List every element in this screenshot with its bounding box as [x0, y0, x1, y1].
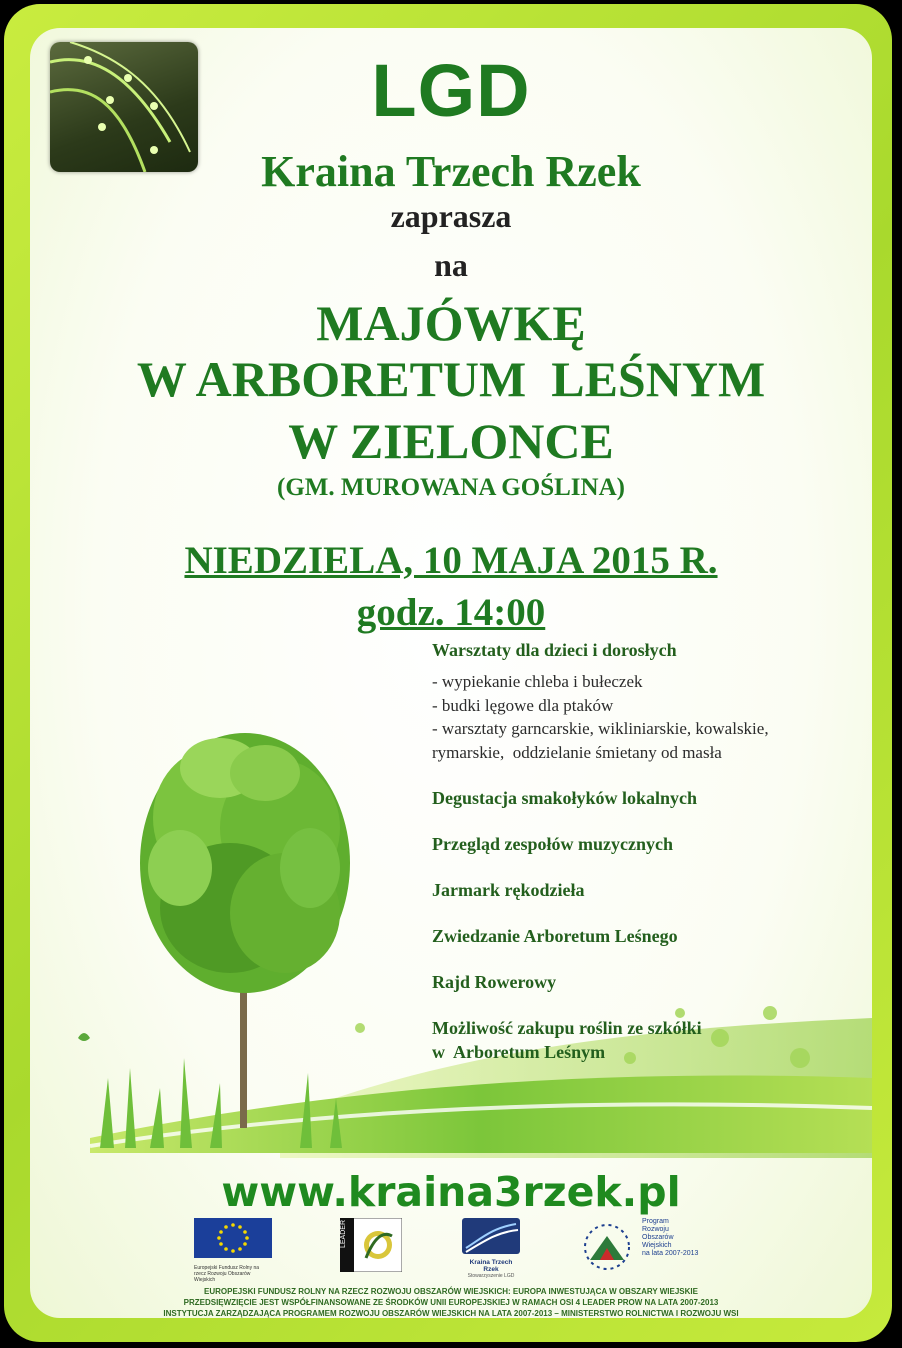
footer-line: PRZEDSIĘWZIĘCIE JEST WSPÓŁFINANSOWANE ZE ŚRODKÓW UNII EUROPEJSKIEJ W RAMACH OSI 4 LEADER PROW NA LATA 2007-2013: [183, 1298, 719, 1307]
prow-line: Obszarów: [642, 1234, 674, 1241]
program-item: Jarmark rękodzieła: [432, 880, 585, 900]
program-item: Degustacja smakołyków lokalnych: [432, 788, 698, 808]
event-time: godz. 14:00: [356, 591, 546, 634]
prow-icon: [576, 1222, 638, 1272]
list-item: - budki lęgowe dla ptaków: [432, 695, 614, 715]
list-item: rymarskie, oddzielanie śmietany od masła: [432, 742, 722, 762]
prow-line: Wiejskich: [642, 1242, 672, 1249]
program-list: [432, 638, 832, 1064]
organization-name: Kraina Trzech Rzek: [261, 147, 641, 196]
eu-flag-logo: [194, 1218, 272, 1283]
list-item: - warsztaty garncarskie, wikliniarskie, kowalskie,: [432, 719, 769, 738]
prow-line: Program: [642, 1218, 669, 1225]
program-item: Rajd Rowerowy: [432, 972, 557, 992]
invites-text: zaprasza: [390, 198, 512, 234]
ktr-icon: [462, 1218, 520, 1254]
plants-line1: Możliwość zakupu roślin ze szkółki: [432, 1018, 702, 1038]
program-item: Zwiedzanie Arboretum Leśnego: [432, 926, 678, 946]
program-item: Przegląd zespołów muzycznych: [432, 834, 673, 854]
event-date: NIEDZIELA, 10 MAJA 2015 R.: [184, 539, 718, 582]
sponsor-logos: [190, 1218, 730, 1283]
leader-text: LEADER: [340, 1220, 347, 1249]
list-item: - wypiekanie chleba i bułeczek: [432, 672, 643, 691]
eu-flag-icon: [194, 1218, 272, 1258]
ktr-name: Kraina Trzech Rzek: [469, 1259, 513, 1273]
on-text: na: [434, 247, 468, 283]
eu-caption: Europejski Fundusz Rolny na rzecz Rozwoju Obszarów Wiejskich: [194, 1265, 260, 1283]
footer-line: INSTYTUCJA ZARZĄDZAJĄCA PROGRAMEM ROZWOJU OBSZARÓW WIEJSKICH NA LATA 2007-2013 – MINISTERSTWO ROLNICTWA I ROZWOJU WSI: [163, 1309, 739, 1318]
lgd-title: LGD: [371, 49, 531, 132]
website-link[interactable]: www.kraina3rzek.pl: [221, 1168, 681, 1216]
ktr-logo: [462, 1218, 520, 1279]
plants-line2: w Arboretum Leśnym: [432, 1042, 606, 1062]
event-title-line1: MAJÓWKĘ: [316, 295, 586, 351]
event-commune: (GM. MUROWANA GOŚLINA): [277, 474, 625, 501]
footer-line: EUROPEJSKI FUNDUSZ ROLNY NA RZECZ ROZWOJU OBSZARÓW WIEJSKICH: EUROPA INWESTUJĄCA W OBSZARY WIEJSKIE: [204, 1287, 698, 1296]
leader-logo: [340, 1218, 402, 1274]
workshops-heading: Warsztaty dla dzieci i dorosłych: [432, 640, 677, 660]
event-title-line3: W ZIELONCE: [288, 413, 614, 469]
prow-logo: [576, 1218, 726, 1274]
prow-line: na lata 2007-2013: [642, 1250, 699, 1257]
prow-line: Rozwoju: [642, 1226, 669, 1233]
ktr-sub: Stowarzyszenie LGD: [467, 1273, 515, 1279]
event-title-line2: W ARBORETUM LEŚNYM: [136, 351, 766, 407]
